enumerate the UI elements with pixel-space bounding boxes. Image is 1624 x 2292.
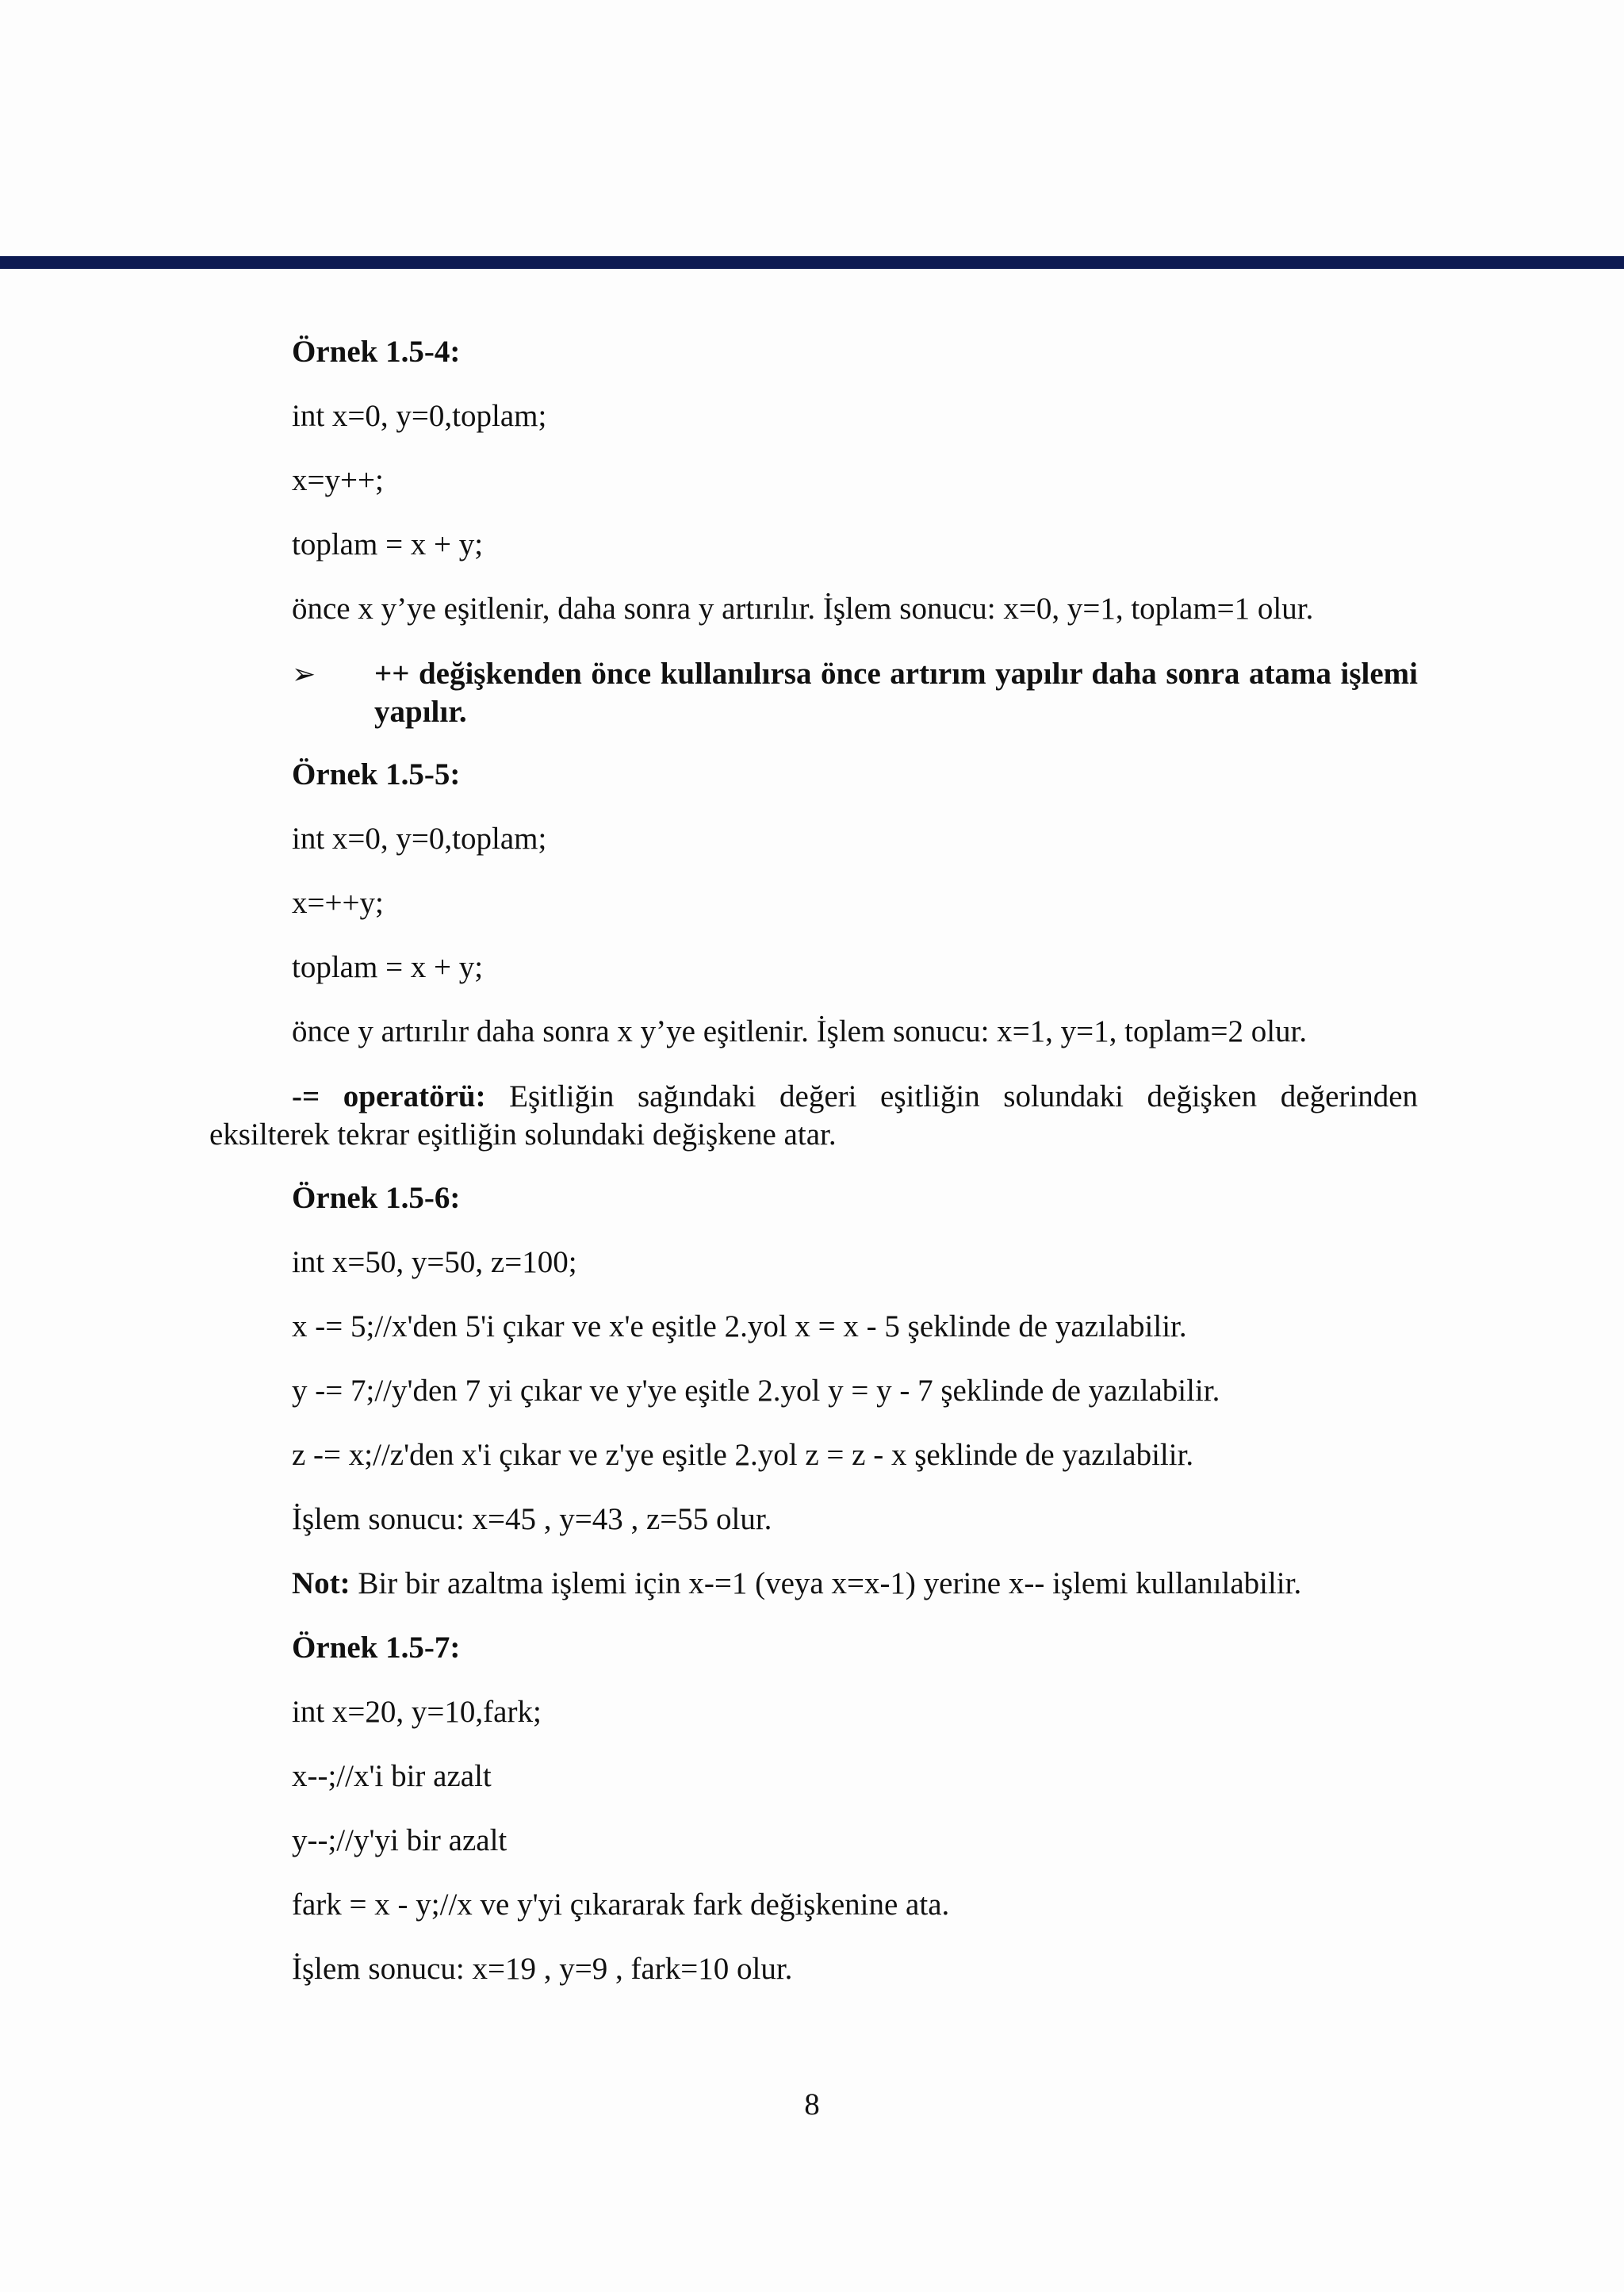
- code-line: int x=50, y=50, z=100;: [292, 1245, 577, 1279]
- result-line: önce y artırılır daha sonra x y’ye eşitlenir. İşlem sonucu: x=1, y=1, toplam=2 olur.: [292, 1014, 1308, 1048]
- code-line: int x=0, y=0,toplam;: [292, 822, 547, 856]
- example-1-5-6-title: Örnek 1.5-6:: [292, 1181, 461, 1215]
- code-line: y -= 7;//y'den 7 yi çıkar ve y'ye eşitle 2.yol y = y - 7 şeklinde de yazılabilir.: [292, 1374, 1220, 1408]
- code-line: x=y++;: [292, 463, 384, 497]
- note-label: Not:: [292, 1566, 350, 1600]
- example-1-5-4-title: Örnek 1.5-4:: [292, 335, 461, 369]
- example-1-5-5-title: Örnek 1.5-5:: [292, 757, 461, 791]
- note-text: Bir bir azaltma işlemi için x-=1 (veya x=x-1) yerine x-- işlemi kullanılabilir.: [350, 1566, 1302, 1600]
- arrow-bullet-icon: ➢: [292, 658, 316, 690]
- header-rule: [0, 256, 1624, 269]
- code-line: x -= 5;//x'den 5'i çıkar ve x'e eşitle 2.yol x = x - 5 şeklinde de yazılabilir.: [292, 1309, 1187, 1343]
- operator-paragraph: [209, 1078, 1418, 1154]
- code-line: toplam = x + y;: [292, 950, 484, 984]
- page-number: 8: [804, 2087, 820, 2121]
- code-line: toplam = x + y;: [292, 527, 484, 562]
- code-line: fark = x - y;//x ve y'yi çıkararak fark değişkenine ata.: [292, 1888, 950, 1922]
- result-line: İşlem sonucu: x=19 , y=9 , fark=10 olur.: [292, 1952, 793, 1986]
- code-line: int x=0, y=0,toplam;: [292, 399, 547, 433]
- result-line: önce x y’ye eşitlenir, daha sonra y artırılır. İşlem sonucu: x=0, y=1, toplam=1 olur.: [292, 592, 1314, 626]
- example-1-5-7-title: Örnek 1.5-7:: [292, 1631, 461, 1665]
- operator-description: Eşitliğin sağındaki değeri eşitliğin solundaki değişken değerinden eksilterek tekrar eşitliğin solundaki değişkene atar.: [209, 1079, 1419, 1152]
- code-line: z -= x;//z'den x'i çıkar ve z'ye eşitle 2.yol z = z - x şeklinde de yazılabilir.: [292, 1438, 1194, 1472]
- code-line: y--;//y'yi bir azalt: [292, 1823, 508, 1857]
- bullet-text: ++ değişkenden önce kullanılırsa önce artırım yapılır daha sonra atama işlemi yapılır.: [374, 657, 1418, 729]
- note-line: [292, 1565, 1301, 1603]
- operator-term: -= operatörü:: [292, 1079, 486, 1113]
- code-line: int x=20, y=10,fark;: [292, 1695, 542, 1729]
- result-line: İşlem sonucu: x=45 , y=43 , z=55 olur.: [292, 1502, 772, 1536]
- code-line: x=++y;: [292, 886, 384, 920]
- code-line: x--;//x'i bir azalt: [292, 1759, 492, 1793]
